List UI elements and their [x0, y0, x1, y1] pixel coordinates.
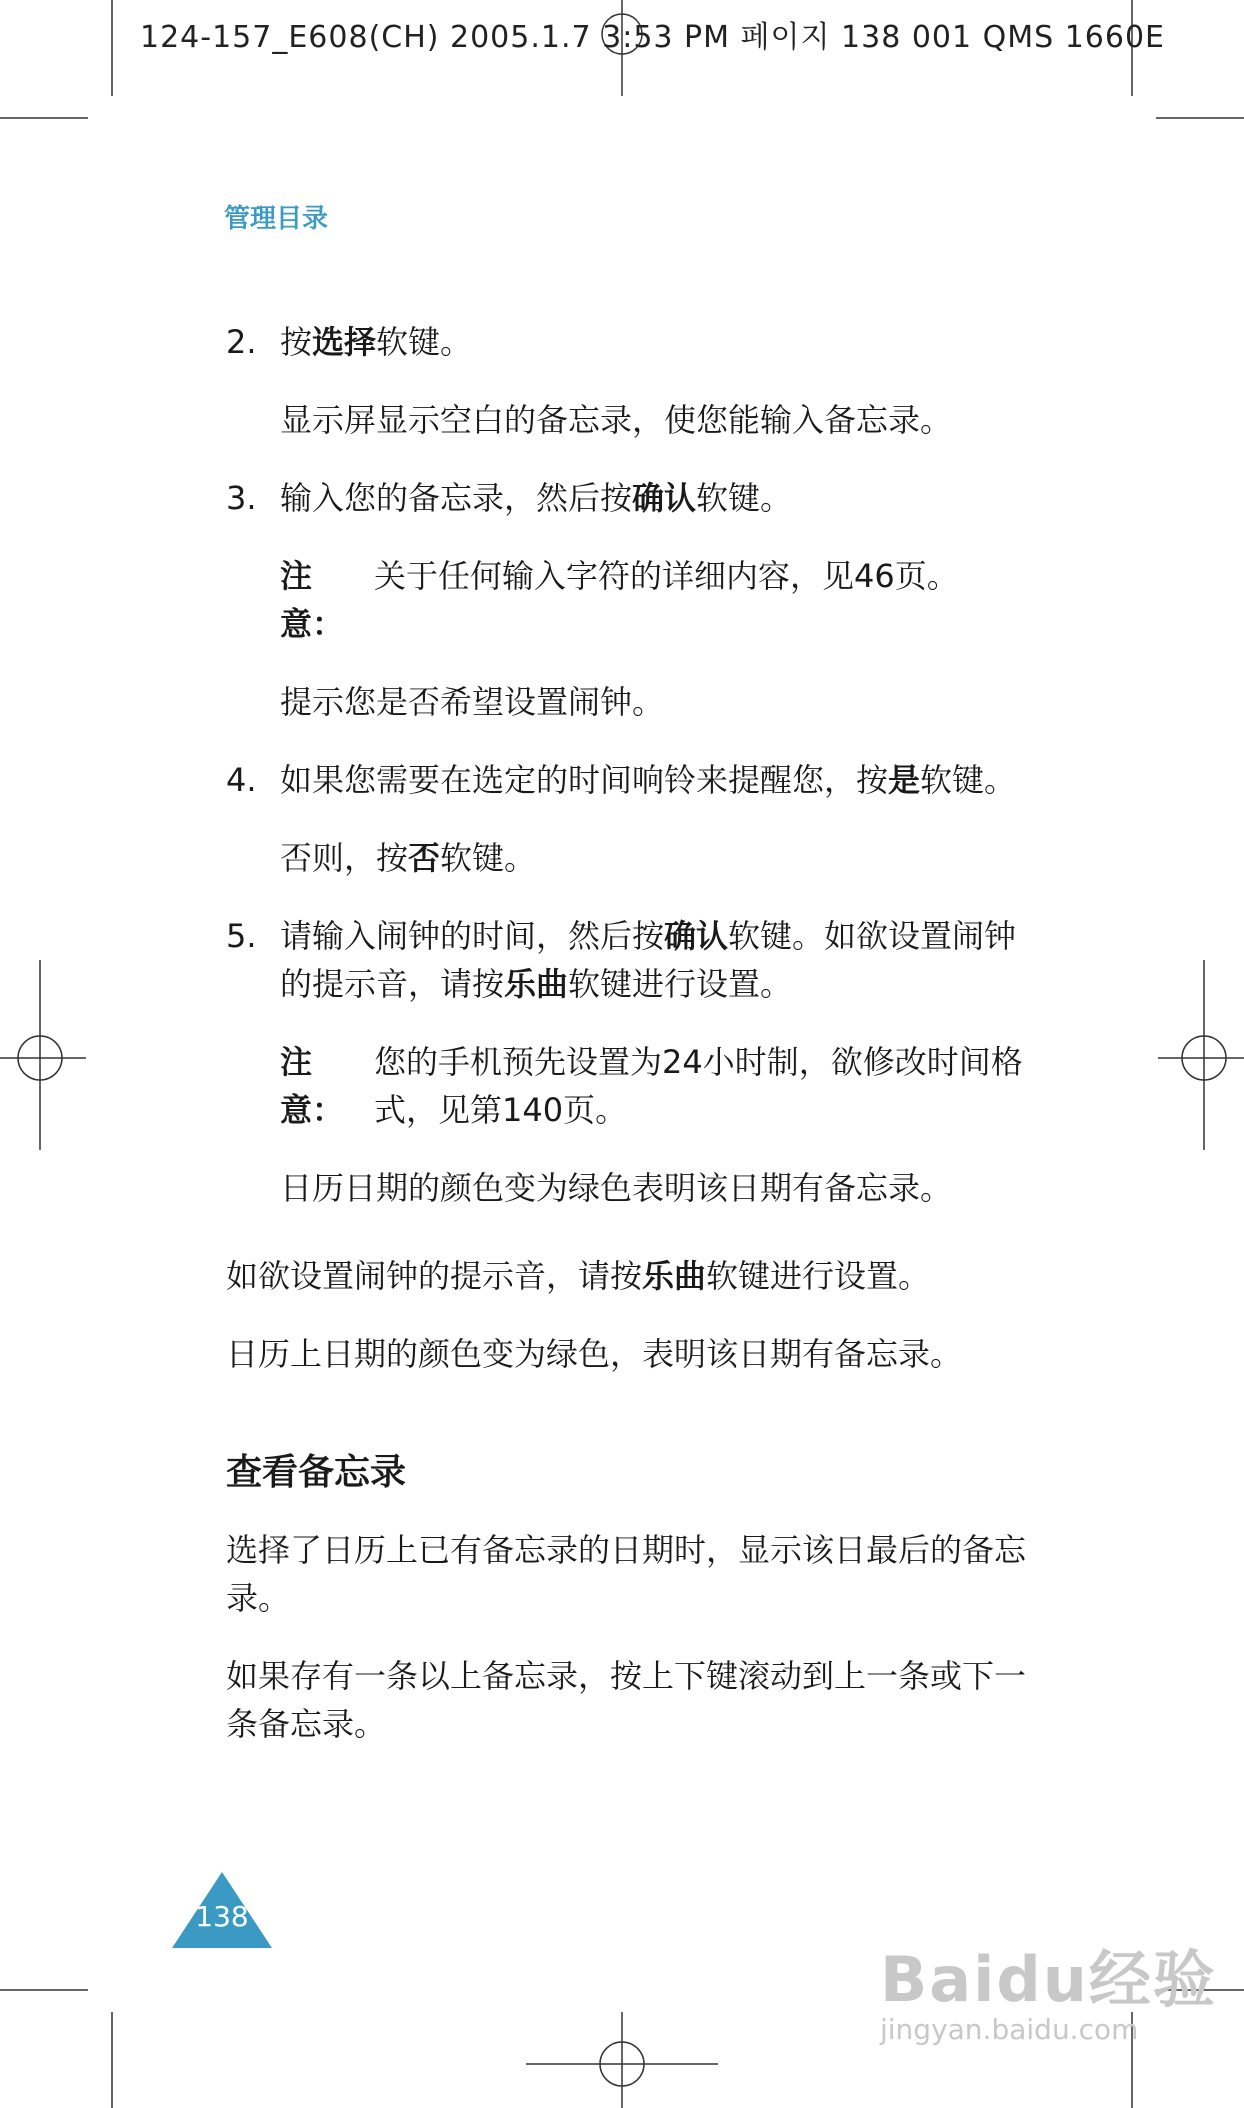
step-3 — [226, 474, 1026, 522]
text: 如果您需要在选定的时间响铃来提醒您，按 — [280, 761, 889, 799]
softkey-label: 乐曲 — [504, 965, 569, 1003]
step-2-description: 显示屏显示空白的备忘录，使您能输入备忘录。 — [280, 401, 953, 439]
calendar-color-paragraph: 日历上日期的颜色变为绿色，表明该日期有备忘录。 — [226, 1335, 963, 1373]
step-number: 2. — [226, 323, 257, 361]
text: 软键。 — [440, 839, 537, 877]
baidu-watermark — [880, 1930, 1217, 2046]
note-text: 关于任何输入字符的详细内容，见46页。 — [374, 557, 959, 595]
text: 软键。 — [376, 323, 473, 361]
step-3-note — [280, 552, 1026, 648]
view-memo-paragraph-1: 选择了日历上已有备忘录的日期时，显示该日最后的备忘录。 — [226, 1531, 1027, 1617]
softkey-label: 确认 — [664, 917, 729, 955]
step-5-description: 日历日期的颜色变为绿色表明该日期有备忘录。 — [280, 1169, 953, 1207]
step-5-note — [280, 1038, 1026, 1134]
softkey-label: 否 — [408, 839, 441, 877]
text: 按 — [280, 323, 313, 361]
softkey-label: 乐曲 — [642, 1257, 707, 1295]
softkey-label: 选择 — [312, 323, 377, 361]
step-5 — [226, 912, 1026, 1008]
note-text: 您的手机预先设置为24小时制，欲修改时间格式，见第140页。 — [374, 1043, 1023, 1129]
step-text — [280, 474, 1026, 522]
step-text — [280, 756, 1026, 804]
view-memo-paragraph-2: 如果存有一条以上备忘录，按上下键滚动到上一条或下一条备忘录。 — [226, 1657, 1027, 1743]
text: 软键。 — [920, 761, 1017, 799]
main-content — [226, 318, 1026, 1778]
softkey-label: 是 — [888, 761, 921, 799]
text: 软键。如欲设置闹钟的提示音，请按 — [280, 917, 1017, 1003]
step-4 — [226, 756, 1026, 804]
text: 否则，按 — [280, 839, 409, 877]
step-4-description — [280, 834, 1026, 882]
text: 如欲设置闹钟的提示音，请按 — [226, 1257, 643, 1295]
step-2 — [226, 318, 1026, 366]
watermark-url: jingyan.baidu.com — [880, 2013, 1139, 2046]
text: 输入您的备忘录，然后按 — [280, 479, 633, 517]
softkey-label: 确认 — [632, 479, 697, 517]
step-text — [280, 318, 1026, 366]
section-label: 管理目录 — [224, 204, 329, 234]
text: 请输入闹钟的时间，然后按 — [280, 917, 665, 955]
step-text — [280, 912, 1026, 1008]
view-memo-heading: 查看备忘录 — [226, 1452, 407, 1493]
step-number: 4. — [226, 761, 257, 799]
step-number: 3. — [226, 479, 257, 517]
note-label: 注意： — [280, 1043, 345, 1129]
note-label: 注意： — [280, 557, 345, 643]
step-number: 5. — [226, 917, 257, 955]
page-number: 138 — [195, 1900, 249, 1933]
watermark-logo: Baidu经验 — [880, 1943, 1217, 2016]
print-header: 124-157_E608(CH) 2005.1.7 3:53 PM 페이지 138 001 QMS 1660E — [140, 20, 1166, 55]
text: 软键。 — [696, 479, 793, 517]
ringtone-paragraph — [226, 1252, 1026, 1300]
text: 软键进行设置。 — [568, 965, 793, 1003]
step-3-description: 提示您是否希望设置闹钟。 — [280, 683, 665, 721]
text: 软键进行设置。 — [706, 1257, 931, 1295]
